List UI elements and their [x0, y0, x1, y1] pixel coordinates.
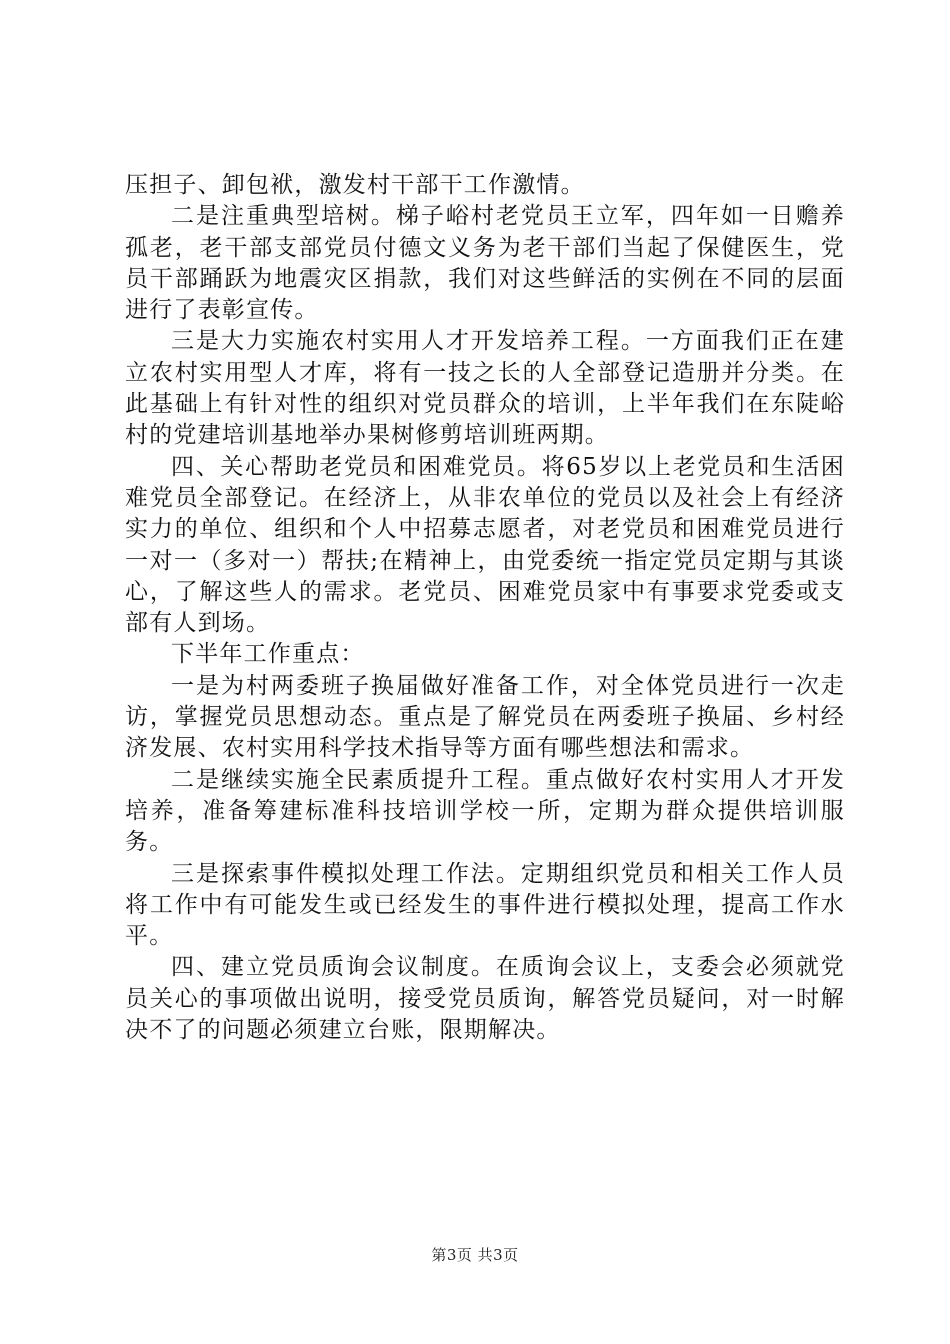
paragraph-1: 压担子、卸包袱，激发村干部干工作激情。	[125, 172, 585, 198]
page-footer: 第3页 共3页	[431, 1246, 519, 1264]
paragraph-7: 二是继续实施全民素质提升工程。重点做好农村实用人才开发培养，准备筹建标准科技培训学校一所，定期为群众提供培训服务。	[125, 766, 845, 856]
paragraph-6: 一是为村两委班子换届做好准备工作，对全体党员进行一次走访，掌握党员思想动态。重点是了解党员在两委班子换届、乡村经济发展、农村实用科学技术指导等方面有哪些想法和需求。	[125, 672, 845, 762]
paragraph-4: 四、关心帮助老党员和困难党员。将65岁以上老党员和生活困难党员全部登记。在经济上，从非农单位的党员以及社会上有经济实力的单位、组织和个人中招募志愿者，对老党员和困难党员进行一对一（多对一）帮扶;在精神上，由党委统一指定党员定期与其谈心，了解这些人的需求。老党员、困难党员家中有事要求党委或支部有人到场。	[125, 453, 845, 637]
paragraph-3: 三是大力实施农村实用人才开发培养工程。一方面我们正在建立农村实用型人才库，将有一技之长的人全部登记造册并分类。在此基础上有针对性的组织对党员群众的培训，上半年我们在东陡峪村的党建培训基地举办果树修剪培训班两期。	[125, 328, 845, 449]
section-heading-second-half: 下半年工作重点：	[171, 641, 365, 668]
paragraph-9: 四、建立党员质询会议制度。在质询会议上，支委会必须就党员关心的事项做出说明，接受党员质询，解答党员疑问，对一时解决不了的问题必须建立台账，限期解决。	[125, 954, 845, 1044]
document-body	[125, 170, 845, 1046]
paragraph-8: 三是探索事件模拟处理工作法。定期组织党员和相关工作人员将工作中有可能发生或已经发生的事件进行模拟处理，提高工作水平。	[125, 860, 845, 950]
paragraph-2: 二是注重典型培树。梯子峪村老党员王立军，四年如一日赡养孤老，老干部支部党员付德文义务为老干部们当起了保健医生，党员干部踊跃为地震灾区捐款，我们对这些鲜活的实例在不同的层面进行了表彰宣传。	[125, 203, 845, 324]
